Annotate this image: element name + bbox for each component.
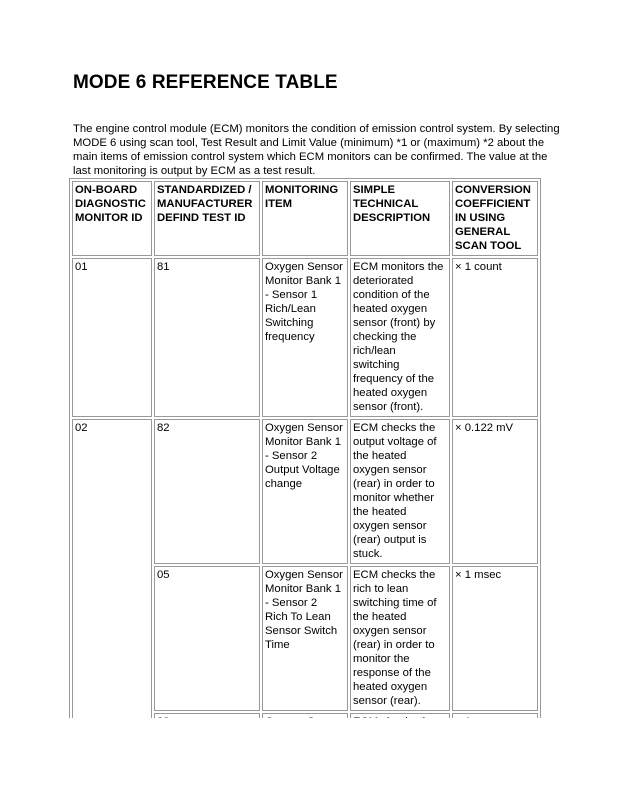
intro-paragraph: The engine control module (ECM) monitors the condition of emission control system. By selecting MODE 6 using scan tool, Test Result and Limit Value (minimum) *1 or (maximum) *2 about the main items of emission control system which ECM monitors can be confirmed. The value at the last monitoring is output by ECM as a test result. [73,123,560,177]
mode6-reference-table [69,178,541,735]
header-description: SIMPLE TECHNICAL DESCRIPTION [350,181,450,256]
page-title: MODE 6 REFERENCE TABLE [73,72,338,93]
coefficient-cell: × 1 count [452,258,538,417]
header-monitoring-item: MONITORING ITEM [262,181,348,256]
coefficient-cell: × 0.122 mV [452,419,538,564]
coefficient-cell: × 1 msec [452,566,538,711]
header-monitor-id: ON-BOARD DIAGNOSTIC MONITOR ID [72,181,152,256]
description-cell: ECM checks the rich to lean switching time of the heated oxygen sensor (rear) in order to monitor the response of the heated oxygen sensor (rear). [350,566,450,711]
table-row [72,258,538,417]
header-conversion-coefficient: CONVERSION COEFFICIENT IN USING GENERAL SCAN TOOL [452,181,538,256]
test-id-cell: 81 [154,258,260,417]
monitor-id-cell: 02 [72,419,152,732]
description-cell: ECM checks the output voltage of the heated oxygen sensor (rear) in order to monitor whether the heated oxygen sensor (rear) output is stuck. [350,419,450,564]
header-test-id: STANDARDIZED / MANUFACTURER DEFIND TEST ID [154,181,260,256]
description-cell: ECM monitors the deteriorated condition of the heated oxygen sensor (front) by checking the rich/lean switching frequency of the heated oxygen sensor (front). [350,258,450,417]
table-header-row [72,181,538,256]
page-bottom-margin [0,718,618,800]
monitoring-item-cell: Oxygen Sensor Monitor Bank 1 - Sensor 1 Rich/Lean Switching frequency [262,258,348,417]
test-id-cell: 82 [154,419,260,564]
monitoring-item-cell: Oxygen Sensor Monitor Bank 1 - Sensor 2 Rich To Lean Sensor Switch Time [262,566,348,711]
table-row [72,419,538,564]
monitoring-item-cell: Oxygen Sensor Monitor Bank 1 - Sensor 2 Output Voltage change [262,419,348,564]
test-id-cell: 05 [154,566,260,711]
monitor-id-cell: 01 [72,258,152,417]
